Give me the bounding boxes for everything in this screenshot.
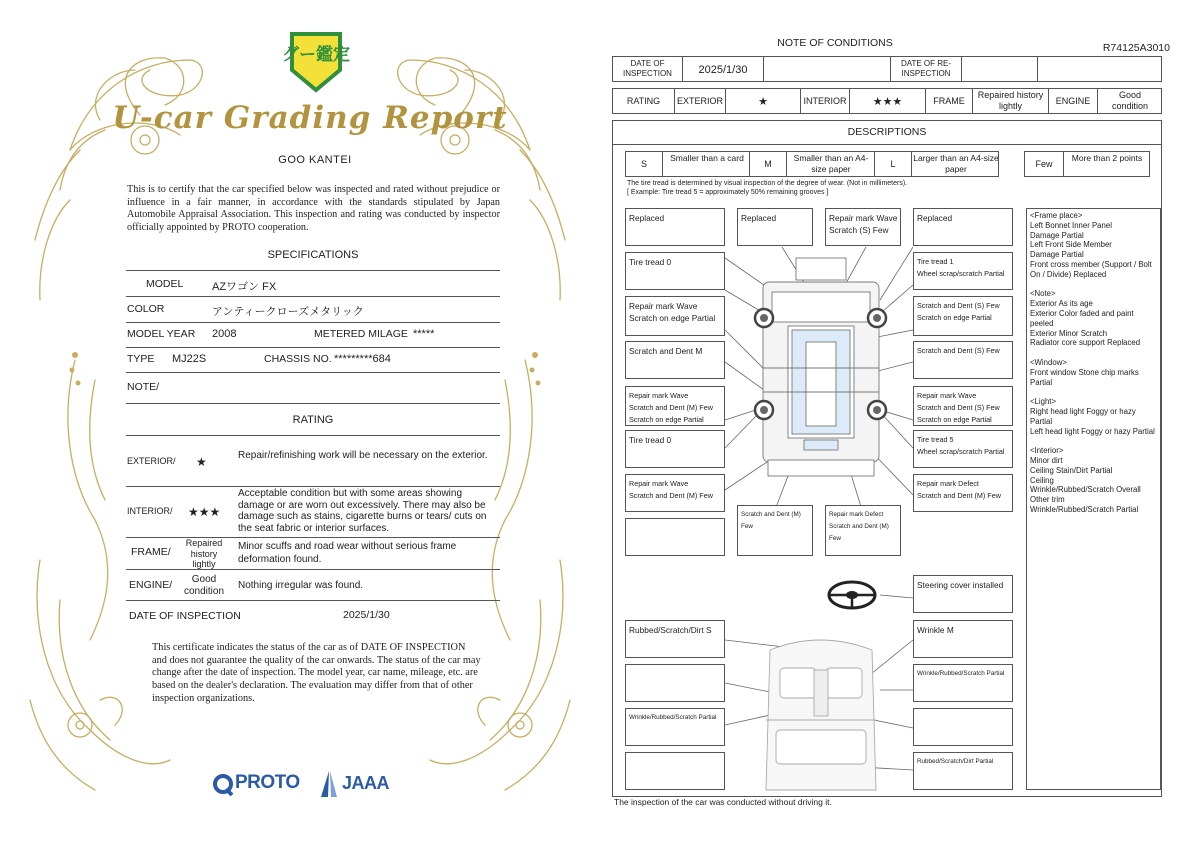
engine-label: ENGINE/ — [129, 579, 173, 591]
date-of-inspection-label: DATE OF INSPECTION — [623, 59, 672, 78]
model-value: AZワゴン FX — [212, 281, 277, 293]
note-box: Repair mark Defect Scratch and Dent (M) Few — [913, 474, 1013, 512]
note-of-conditions — [600, 0, 1200, 848]
model-year-value: 2008 — [212, 328, 237, 340]
note-box — [625, 664, 725, 702]
exterior-description: Repair/refinishing work will be necessary on the exterior. — [238, 450, 488, 461]
badge-text: グー鑑定 — [282, 45, 350, 65]
divider — [126, 296, 500, 297]
note-box: Repair mark Wave Scratch on edge Partial — [625, 296, 725, 336]
goo-kantei-badge-icon — [282, 30, 350, 92]
few-description: More than 2 points — [1071, 153, 1143, 163]
note-box — [913, 708, 1013, 746]
descriptions-heading: DESCRIPTIONS — [847, 126, 927, 138]
frame-label: FRAME — [933, 96, 965, 106]
divider — [126, 486, 500, 487]
divider — [126, 347, 500, 348]
note-box: Tire tread 0 — [625, 252, 725, 290]
note-box: Scratch and Dent (S) Few — [913, 341, 1013, 379]
size-s: S — [640, 159, 647, 169]
chassis-value: *********684 — [334, 353, 391, 365]
type-value: MJ22S — [172, 353, 207, 365]
note-box: Wrinkle M — [913, 620, 1013, 658]
jaaa-logo-text: JAAA — [342, 773, 390, 793]
engine-label: ENGINE — [1055, 96, 1091, 106]
note-box: Tire tread 0 — [625, 430, 725, 468]
engine-value: Good condition — [1111, 90, 1149, 111]
rating-heading: RATING — [292, 414, 334, 426]
type-label: TYPE — [127, 353, 155, 365]
note-box: Scratch and Dent (M) Few — [737, 505, 813, 556]
note-box: Repair mark Wave Scratch and Dent (M) Few — [625, 474, 725, 512]
color-label: COLOR — [127, 303, 165, 315]
rating-label: RATING — [626, 96, 661, 106]
certificate-footer: This certificate indicates the status of the car as of DATE OF INSPECTION and does not guarantee the quality of the car onwards. The status of the car may change after the date of inspection. The model year, car name, mileage, etc. are based on the dealer's declaration. The evaluation may differ from that of other inspection organizations. — [152, 642, 481, 704]
date-of-inspection-value: 2025/1/30 — [698, 64, 748, 76]
note-box: Rubbed/Scratch/Dirt S — [625, 620, 725, 658]
date-of-inspection-value: 2025/1/30 — [343, 609, 390, 621]
jaaa-logo-icon — [319, 770, 339, 798]
frame-description: Minor scuffs and road wear without serious frame deformation found. — [238, 541, 457, 565]
model-year-label: MODEL YEAR — [127, 328, 196, 340]
note-box: Wrinkle/Rubbed/Scratch Partial — [625, 708, 725, 746]
note-box — [625, 518, 725, 556]
metered-milage-value: ***** — [413, 328, 435, 340]
note-box: Replaced — [913, 208, 1013, 246]
chassis-label: CHASSIS NO. — [264, 353, 332, 365]
tire-example: [ Example: Tire tread 5 = approximately 50% remaining grooves ] — [627, 189, 829, 196]
certificate-subtitle: GOO KANTEI — [278, 154, 352, 166]
note-box: Wrinkle/Rubbed/Scratch Partial — [913, 664, 1013, 702]
date-of-reinspection-label: DATE OF RE-INSPECTION — [900, 59, 952, 78]
note-box: Scratch and Dent M — [625, 341, 725, 379]
size-l-description: Larger than an A4-size paper — [913, 153, 999, 174]
note-label: NOTE/ — [127, 381, 160, 393]
exterior-rating: ★ — [196, 455, 207, 469]
divider — [126, 372, 500, 373]
certificate-title: U-car Grading Report — [112, 100, 508, 136]
divider — [126, 569, 500, 570]
size-m-description: Smaller than an A4-size paper — [793, 153, 869, 174]
divider — [126, 600, 500, 601]
exterior-value: ★ — [758, 96, 768, 108]
divider — [126, 435, 500, 436]
note-footer: The inspection of the car was conducted without driving it. — [614, 797, 832, 807]
reference-number: R74125A3010 — [1102, 42, 1170, 54]
model-label: MODEL — [146, 278, 184, 290]
proto-logo-text: PROTO — [235, 772, 300, 793]
interior-label: INTERIOR/ — [127, 506, 173, 516]
exterior-label: EXTERIOR — [676, 96, 723, 106]
note-box: Replaced — [625, 208, 725, 246]
few-label: Few — [1035, 159, 1053, 169]
size-m: M — [764, 159, 772, 169]
descriptions-text: <Frame place> Left Bonnet Inner Panel Damage Partial Left Front Side Member Damage Partial Front cross member (Support / Bolt On / Divide) Replaced <Note> Exterior As its age Exterior Color faded and paint peeled Exterior Minor Scratch Radiator core support Replaced <Window> Front window Stone chip marks Partial <Light> Right head light Foggy or hazy Partial Left head light Foggy or hazy Partial <Interior> Minor dirt Ceiling Stain/Dirt Partial Ceiling Wrinkle/Rubbed/Scratch Overall Other trim Wrinkle/Rubbed/Scratch Partial — [1026, 208, 1161, 790]
note-box: Repair mark Wave Scratch and Dent (S) Few Scratch on edge Partial — [913, 386, 1013, 426]
metered-milage-label: METERED MILAGE — [314, 328, 408, 340]
logos — [212, 770, 412, 800]
size-l: L — [890, 159, 896, 169]
proto-logo-icon — [212, 773, 234, 797]
frame-value: Repaired history lightly — [977, 90, 1044, 111]
note-box: Tire tread 1 Wheel scrap/scratch Partial — [913, 252, 1013, 290]
date-of-inspection-label: DATE OF INSPECTION — [129, 610, 241, 622]
certificate-intro: This is to certify that the car specified below was inspected and rated without prejudice or influence in a fair manner, in accordance with the standards stipulated by Japan Automobile Appraisal Association. This inspection and rating was conducted by inspector officially appointed by PROTO cooperation. — [127, 184, 500, 233]
frame-label: FRAME/ — [131, 546, 171, 558]
exterior-label: EXTERIOR/ — [127, 456, 176, 466]
engine-rating: Good condition — [183, 574, 225, 597]
tire-note: The tire tread is determined by visual inspection of the degree of wear. (Not in millimeters). — [627, 180, 908, 187]
size-s-description: Smaller than a card — [670, 153, 744, 163]
engine-description: Nothing irregular was found. — [238, 580, 364, 591]
divider — [126, 403, 500, 404]
note-box: Scratch and Dent (S) Few Scratch on edge Partial — [913, 296, 1013, 336]
note-box: Tire tread 5 Wheel scrap/scratch Partial — [913, 430, 1013, 468]
frame-rating: Repaired history lightly — [185, 538, 223, 569]
interior-diagram — [766, 640, 876, 790]
note-box: Rubbed/Scratch/Dirt Partial — [913, 752, 1013, 790]
note-box: Steering cover installed — [913, 575, 1013, 613]
color-value: アンティークローズメタリック — [212, 306, 364, 318]
note-box: Repair mark Wave Scratch and Dent (M) Few Scratch on edge Partial — [625, 386, 725, 426]
note-box — [625, 752, 725, 790]
divider — [126, 322, 500, 323]
note-box: Repair mark Defect Scratch and Dent (M) Few — [825, 505, 901, 556]
divider — [126, 270, 500, 271]
specifications-heading: SPECIFICATIONS — [267, 249, 359, 261]
note-box: Replaced — [737, 208, 813, 246]
interior-rating: ★★★ — [188, 505, 221, 519]
note-box: Repair mark Wave Scratch (S) Few — [825, 208, 901, 246]
interior-value: ★★★ — [872, 96, 903, 108]
note-heading: NOTE OF CONDITIONS — [777, 37, 893, 49]
interior-label: INTERIOR — [803, 96, 847, 106]
interior-description: Acceptable condition but with some areas showing damage or are worn out excessively. There may also be damage such as stains, cigarette burns or tears/ cuts on the seat fabric or interior surfaces. — [238, 488, 487, 534]
steering-wheel-icon — [829, 582, 875, 608]
